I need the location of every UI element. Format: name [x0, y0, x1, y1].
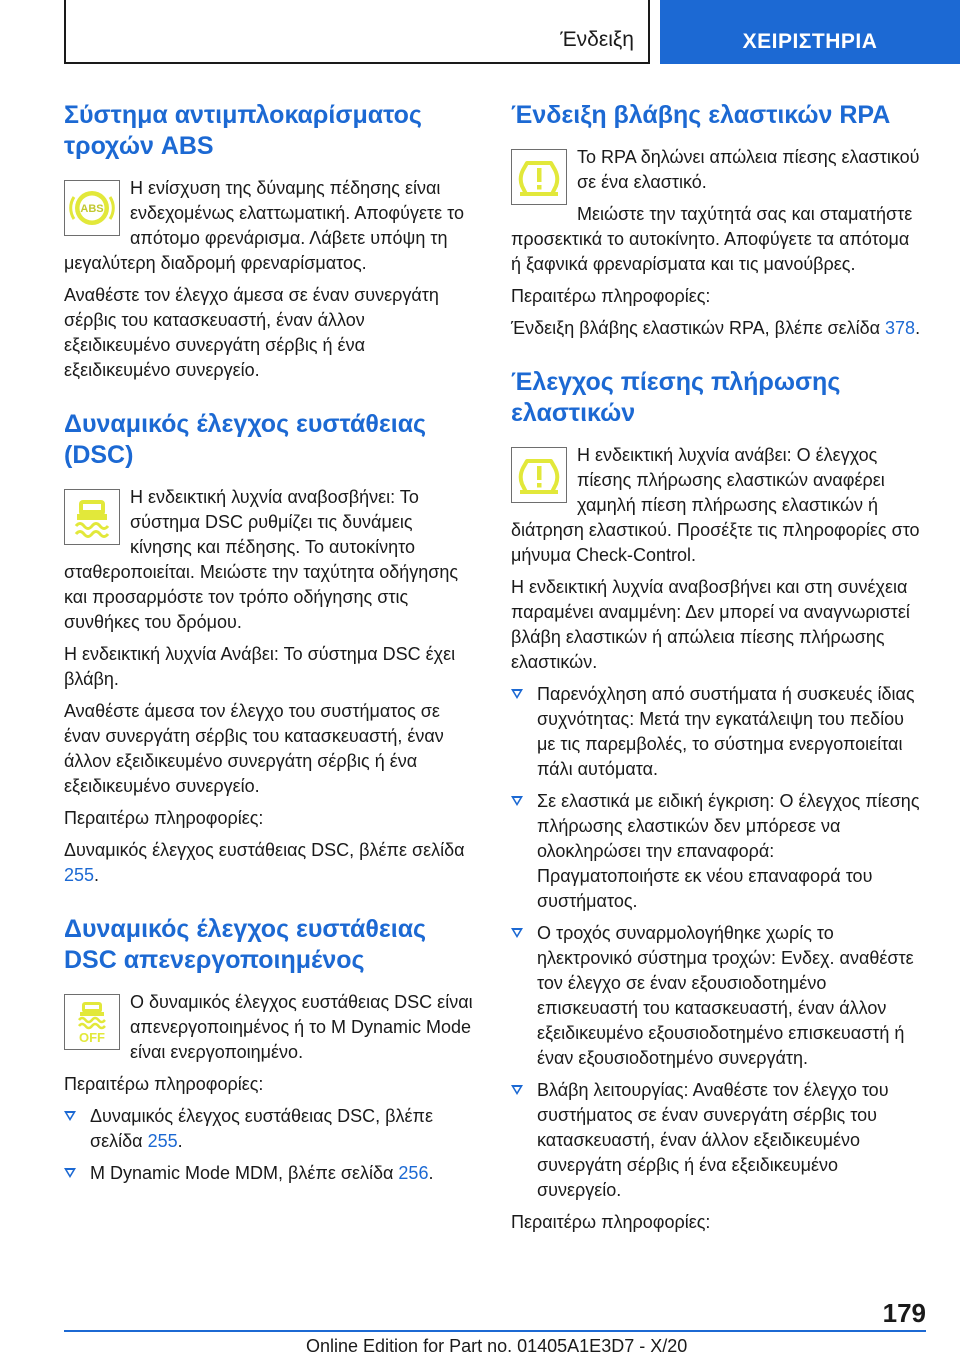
page-number: 179	[882, 1298, 926, 1328]
section-dsc-title: Δυναμικός έλεγχος ευστάθειας (DSC)	[64, 410, 427, 469]
dsc-icon	[64, 489, 120, 545]
left-column	[64, 100, 474, 1193]
rpa-page-link[interactable]: 378	[885, 318, 916, 338]
header-section-box	[64, 0, 650, 64]
right-column	[511, 100, 921, 1242]
list-item: Δυναμικός έλεγχος ευστάθειας DSC, βλέπε σελίδα 255.	[64, 1104, 474, 1154]
list-item: Βλάβη λειτουργίας: Αναθέστε τον έλεγχο του συστήματος σε έναν συνεργάτη σέρβις του κατασκευαστή, έναν άλλον εξειδικευμένο συνεργάτη σέρβις ή ένα εξειδικευμένο συνεργείο.	[511, 1078, 921, 1203]
list-item: Παρενόχληση από συστήματα ή συσκευές ίδιας συχνότητας: Μετά την εγκατάλειψη του πεδίου με τις παρεμβολές, το σύστημα ενεργοποιείται πάλι αυτόματα.	[511, 682, 921, 782]
tpm-more-info: Περαιτέρω πληροφορίες:	[511, 1212, 711, 1232]
rpa-paragraph-2: Μειώστε την ταχύτητά σας και σταματήστε προσεκτικά το αυτοκίνητο. Αποφύγετε τα απότομα ή ξαφνικά φρεναρίσματα και τις μανούβρες.	[511, 204, 913, 274]
section-dsc-off-title: Δυναμικός έλεγχος ευστάθειας DSC απενεργοποιημένος	[64, 915, 427, 974]
dsc-paragraph-2: Η ενδεικτική λυχνία Ανάβει: Το σύστημα DSC έχει βλάβη.	[64, 644, 456, 689]
dsc-off-page-link-1[interactable]: 255	[147, 1131, 178, 1151]
dsc-off-icon	[64, 994, 120, 1050]
dsc-off-more-info: Περαιτέρω πληροφορίες:	[64, 1074, 264, 1094]
dsc-off-page-link-2[interactable]: 256	[398, 1163, 429, 1183]
section-tire-pressure-title: Έλεγχος πίεσης πλήρωσης ελαστικών	[511, 368, 841, 427]
footer-edition: Online Edition for Part no. 01405A1E3D7 - X/20	[306, 1336, 688, 1356]
header-section-title: Ένδειξη	[560, 28, 634, 51]
header-chapter-title: ΧΕΙΡΙΣΤΗΡΙΑ	[742, 30, 878, 53]
footer-divider	[64, 1330, 926, 1332]
abs-warning-icon	[64, 180, 120, 236]
rpa-paragraph-1: Το RPA δηλώνει απώλεια πίεσης ελαστικού σε ένα ελαστικό.	[577, 147, 920, 192]
dsc-paragraph-1: Η ενδεικτική λυχνία αναβοσβήνει: Το σύστημα DSC ρυθμίζει τις δυνάμεις κίνησης και πέδησης. Το αυτοκίνητο σταθεροποιείται. Μειώστε την ταχύτητα οδήγησης και προσαρμόστε τον τρόπο οδήγησης στις συνθήκες του δρόμου.	[64, 487, 459, 632]
dsc-more-info: Περαιτέρω πληροφορίες:	[64, 808, 264, 828]
dsc-off-paragraph-1: Ο δυναμικός έλεγχος ευστάθειας DSC είναι απενεργοποιημένος ή το M Dynamic Mode είναι ενεργοποιημένο.	[130, 992, 473, 1062]
section-tire-pressure	[511, 367, 921, 1235]
section-rpa	[511, 100, 921, 341]
tire-pressure-warning-icon	[511, 149, 567, 205]
tire-pressure-warning-icon	[511, 447, 567, 503]
tpm-paragraph-1: Η ενδεικτική λυχνία ανάβει: Ο έλεγχος πίεσης πλήρωσης ελαστικών αναφέρει χαμηλή πίεση πλήρωσης ελαστικών ή διάτρηση ελαστικού. Προσέξτε τις πληροφορίες στο μήνυμα Check-Control.	[511, 445, 920, 565]
tpm-paragraph-2: Η ενδεικτική λυχνία αναβοσβήνει και στη συνέχεια παραμένει αναμμένη: Δεν μπορεί να αναγνωριστεί βλάβη ελαστικών ή απώλεια πίεσης πλήρωσης ελαστικών.	[511, 577, 910, 672]
dsc-off-icon-label: OFF	[79, 1030, 105, 1045]
abs-paragraph-2: Αναθέστε τον έλεγχο άμεσα σε έναν συνεργάτη σέρβις του κατασκευαστή, έναν άλλον εξειδικευμένο συνεργάτη σέρβις ή ένα εξειδικευμένο συνεργείο.	[64, 285, 439, 380]
section-dsc	[64, 409, 474, 888]
dsc-off-reference-list	[64, 1104, 474, 1186]
dsc-reference: Δυναμικός έλεγχος ευστάθειας DSC, βλέπε σελίδα 255.	[64, 840, 465, 885]
list-item: Σε ελαστικά με ειδική έγκριση: Ο έλεγχος πίεσης πλήρωσης ελαστικών δεν μπόρεσε να ολοκληρώσει την επαναφορά: Πραγματοποιήστε εκ νέου επαναφορά του συστήματος.	[511, 789, 921, 914]
section-abs-title: Σύστημα αντιμπλοκαρίσματος τροχών ABS	[64, 101, 422, 160]
abs-paragraph-1: Η ενίσχυση της δύναμης πέδησης είναι ενδεχομένως ελαττωματική. Αποφύγετε το απότομο φρενάρισμα. Λάβετε υπόψη τη μεγαλύτερη διαδρομή φρεναρίσματος.	[64, 178, 464, 273]
dsc-page-link[interactable]: 255	[64, 865, 95, 885]
list-item: Ο τροχός συναρμολογήθηκε χωρίς το ηλεκτρονικό σύστημα τροχών: Ενδεχ. αναθέστε τον έλεγχο σε έναν εξουσιοδοτημένο επισκευαστή του κατασκευαστή, έναν άλλον εξειδικευμένο εξουσιοδοτημένο επισκευαστή ή έναν εξουσιοδοτημένο συνεργάτη.	[511, 921, 921, 1071]
tpm-cause-list	[511, 682, 921, 1203]
section-rpa-title: Ένδειξη βλάβης ελαστικών RPA	[511, 101, 891, 129]
section-dsc-off	[64, 914, 474, 1186]
section-abs	[64, 100, 474, 383]
svg-text:ABS: ABS	[80, 203, 104, 215]
rpa-more-info: Περαιτέρω πληροφορίες:	[511, 286, 711, 306]
rpa-reference: Ένδειξη βλάβης ελαστικών RPA, βλέπε σελίδα 378.	[511, 318, 921, 338]
dsc-paragraph-3: Αναθέστε άμεσα τον έλεγχο του συστήματος σε έναν συνεργάτη σέρβις του κατασκευαστή, έναν άλλον εξειδικευμένο συνεργάτη σέρβις ή ένα εξειδικευμένο συνεργείο.	[64, 701, 444, 796]
header-chapter-tab	[660, 0, 960, 64]
list-item: M Dynamic Mode MDM, βλέπε σελίδα 256.	[64, 1161, 474, 1186]
